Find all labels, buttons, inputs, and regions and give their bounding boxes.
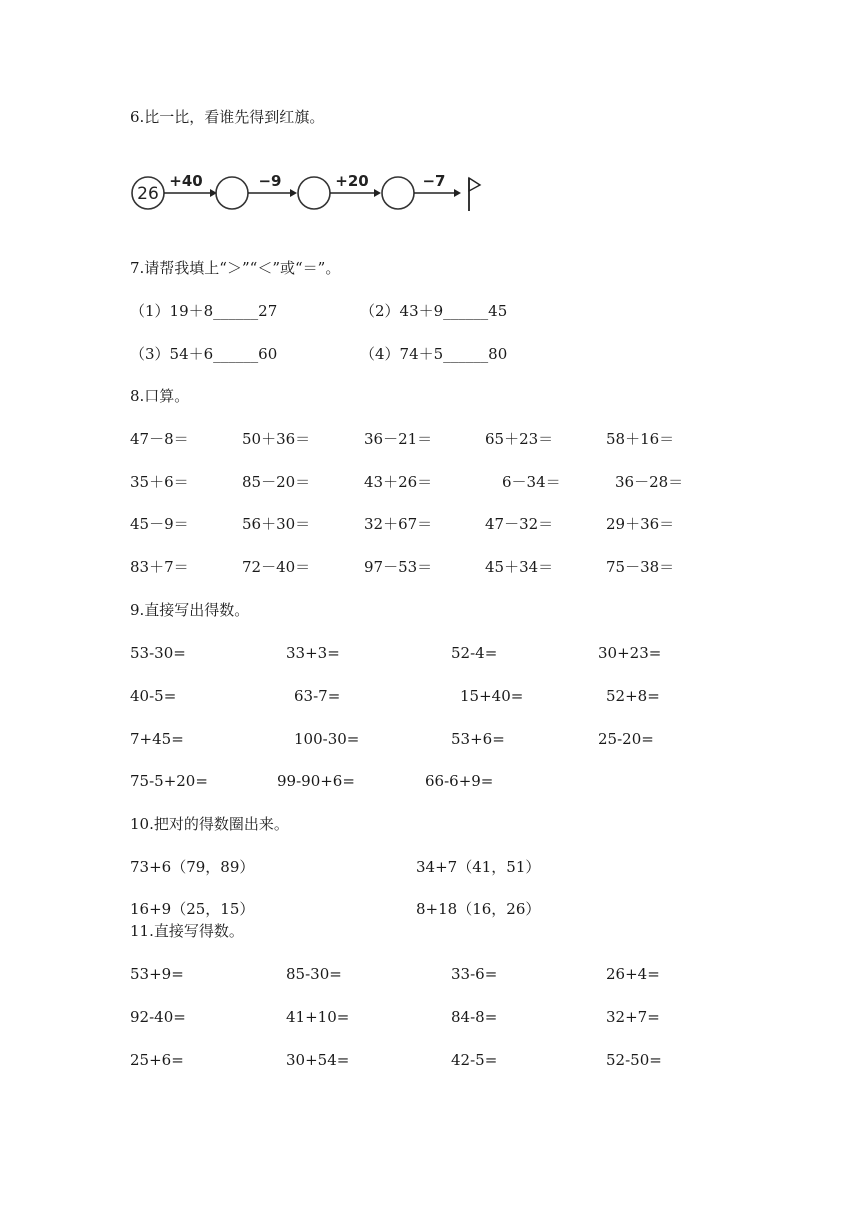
q9-problem: 100-30= (294, 730, 360, 748)
q10-item-2: 34+7（41，51） (416, 858, 541, 876)
arrow-2-head (290, 189, 297, 197)
start-number: 26 (137, 184, 159, 204)
q9-problem: 99-90+6= (277, 772, 355, 790)
q8-problem: 36－21＝ (364, 430, 433, 448)
q8-problem: 43＋26＝ (364, 473, 433, 491)
q8-problem: 50＋36＝ (242, 430, 311, 448)
q9-problem: 33+3= (286, 644, 340, 662)
q8-problem: 65＋23＝ (485, 430, 554, 448)
op-1: +40 (169, 172, 203, 190)
blank-circle-1[interactable] (216, 177, 248, 209)
q11-problem: 30+54= (286, 1051, 350, 1069)
q7-item-2: （2）43＋9______45 (360, 302, 508, 320)
q9-title: 9.直接写出得数。 (130, 601, 250, 619)
q7-item-1: （1）19＋8______27 (130, 302, 278, 320)
q8-problem: 6－34＝ (502, 473, 561, 491)
op-2: −9 (258, 172, 282, 190)
q8-problem: 75－38＝ (606, 558, 675, 576)
q8-problem: 47－32＝ (485, 515, 554, 533)
q11-problem: 92-40= (130, 1008, 186, 1026)
q10-item-3: 16+9（25，15） (130, 900, 255, 918)
q7-title: 7.请帮我填上“＞”“＜”或“＝”。 (130, 259, 341, 277)
q8-title: 8.口算。 (130, 387, 190, 405)
q9-problem: 40-5= (130, 687, 177, 705)
blank-circle-2[interactable] (298, 177, 330, 209)
q8-problem: 83＋7＝ (130, 558, 189, 576)
number-chain-diagram (128, 166, 488, 216)
q10-title: 10.把对的得数圈出来。 (130, 815, 289, 833)
q9-problem: 25-20= (598, 730, 654, 748)
q8-problem: 72－40＝ (242, 558, 311, 576)
q11-problem: 41+10= (286, 1008, 350, 1026)
q11-problem: 42-5= (451, 1051, 498, 1069)
blank-circle-3[interactable] (382, 177, 414, 209)
q9-problem: 63-7= (294, 687, 341, 705)
q9-problem: 52-4= (451, 644, 498, 662)
q11-problem: 53+9= (130, 965, 184, 983)
q7-item-4: （4）74＋5______80 (360, 345, 508, 363)
q8-problem: 45－9＝ (130, 515, 189, 533)
q8-problem: 85－20＝ (242, 473, 311, 491)
q11-problem: 85-30= (286, 965, 342, 983)
q11-title: 11.直接写得数。 (130, 922, 244, 940)
q9-problem: 75-5+20= (130, 772, 208, 790)
q7-item-3: （3）54＋6______60 (130, 345, 278, 363)
q9-problem: 7+45= (130, 730, 184, 748)
q8-problem: 29＋36＝ (606, 515, 675, 533)
q8-problem: 47－8＝ (130, 430, 189, 448)
q8-problem: 45＋34＝ (485, 558, 554, 576)
q9-problem: 53+6= (451, 730, 505, 748)
q10-item-1: 73+6（79，89） (130, 858, 255, 876)
q8-problem: 97－53＝ (364, 558, 433, 576)
q10-item-4: 8+18（16，26） (416, 900, 541, 918)
q6-title: 6.比一比，看谁先得到红旗。 (130, 108, 325, 126)
q11-problem: 25+6= (130, 1051, 184, 1069)
q8-problem: 32＋67＝ (364, 515, 433, 533)
q9-problem: 52+8= (606, 687, 660, 705)
q11-problem: 32+7= (606, 1008, 660, 1026)
q9-problem: 15+40= (460, 687, 524, 705)
q11-problem: 26+4= (606, 965, 660, 983)
flag-icon (469, 178, 480, 211)
q9-problem: 53-30= (130, 644, 186, 662)
q8-problem: 58＋16＝ (606, 430, 675, 448)
q11-problem: 33-6= (451, 965, 498, 983)
q8-problem: 56＋30＝ (242, 515, 311, 533)
q8-problem: 36－28＝ (615, 473, 684, 491)
op-4: −7 (422, 172, 446, 190)
q11-problem: 84-8= (451, 1008, 498, 1026)
op-3: +20 (335, 172, 369, 190)
q8-problem: 35＋6＝ (130, 473, 189, 491)
q11-problem: 52-50= (606, 1051, 662, 1069)
number-chain (128, 166, 488, 220)
arrow-3-head (374, 189, 381, 197)
q9-problem: 30+23= (598, 644, 662, 662)
arrow-4-head (454, 189, 461, 197)
q9-problem: 66-6+9= (425, 772, 494, 790)
